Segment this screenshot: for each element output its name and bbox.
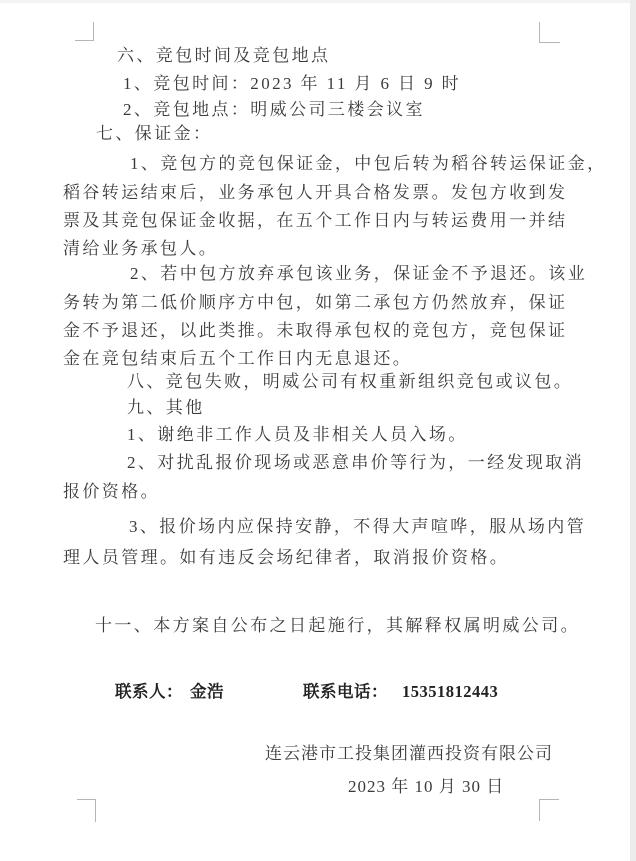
contact-phone-number: 15351812443 [402,682,499,701]
para-deposit-2-line-3: 金不予退还，以此类推。未取得承包权的竞包方，竞包保证 [63,321,568,340]
section-11-line: 十一、本方案自公布之日起施行，其解释权属明威公司。 [95,616,580,635]
item-other-3-line-1: 3、报价场内应保持安静，不得大声喧哗，服从场内管 [129,517,587,536]
para-deposit-1-line-1: 1、竞包方的竞包保证金，中包后转为稻谷转运保证金， [130,154,607,173]
para-deposit-2-line-4: 金在竞包结束后五个工作日内无息退还。 [63,349,413,368]
para-deposit-2-line-2: 务转为第二低价顺序方中包，如第二承包方仍然放弃，保证 [63,293,568,312]
section-9-heading: 九、其他 [127,398,205,417]
crop-mark-top-right [539,22,560,43]
contact-person-label: 联系人： [115,682,183,701]
crop-mark-bottom-right [539,799,559,821]
para-deposit-1-line-3: 票及其竞包保证金收据，在五个工作日内与转运费用一并结 [63,211,568,230]
crop-mark-top-left [75,22,94,41]
item-other-2-line-2: 报价资格。 [63,482,160,501]
section-8-line: 八、竞包失败，明威公司有权重新组织竞包或议包。 [127,372,574,391]
page-edge-right [630,0,636,861]
document-date: 2023 年 10 月 30 日 [348,777,505,796]
item-bid-location: 2、竞包地点：明威公司三楼会议室 [123,100,425,119]
item-other-2-line-1: 2、对扰乱报价现场或恶意串价等行为，一经发现取消 [127,453,585,472]
para-deposit-2-line-1: 2、若中包方放弃承包该业务，保证金不予退还。该业 [130,264,588,283]
para-deposit-1-line-2: 稻谷转运结束后，业务承包人开具合格发票。发包方收到发 [63,183,568,202]
item-bid-time: 1、竞包时间：2023 年 11 月 6 日 9 时 [123,74,462,93]
company-signature: 连云港市工投集团灌西投资有限公司 [265,744,553,763]
item-other-3-line-2: 理人员管理。如有违反会场纪律者，取消报价资格。 [63,548,510,567]
contact-person-name: 金浩 [190,682,224,701]
contact-line [0,682,636,704]
page-edge-top [0,0,636,3]
section-6-heading: 六、竞包时间及竞包地点 [117,46,331,65]
section-7-heading: 七、保证金： [96,124,213,143]
crop-mark-bottom-left [77,799,96,822]
contact-phone-label: 联系电话： [303,682,388,701]
item-other-1: 1、谢绝非工作人员及非相关人员入场。 [127,425,468,444]
para-deposit-1-line-4: 清给业务承包人。 [63,239,219,258]
